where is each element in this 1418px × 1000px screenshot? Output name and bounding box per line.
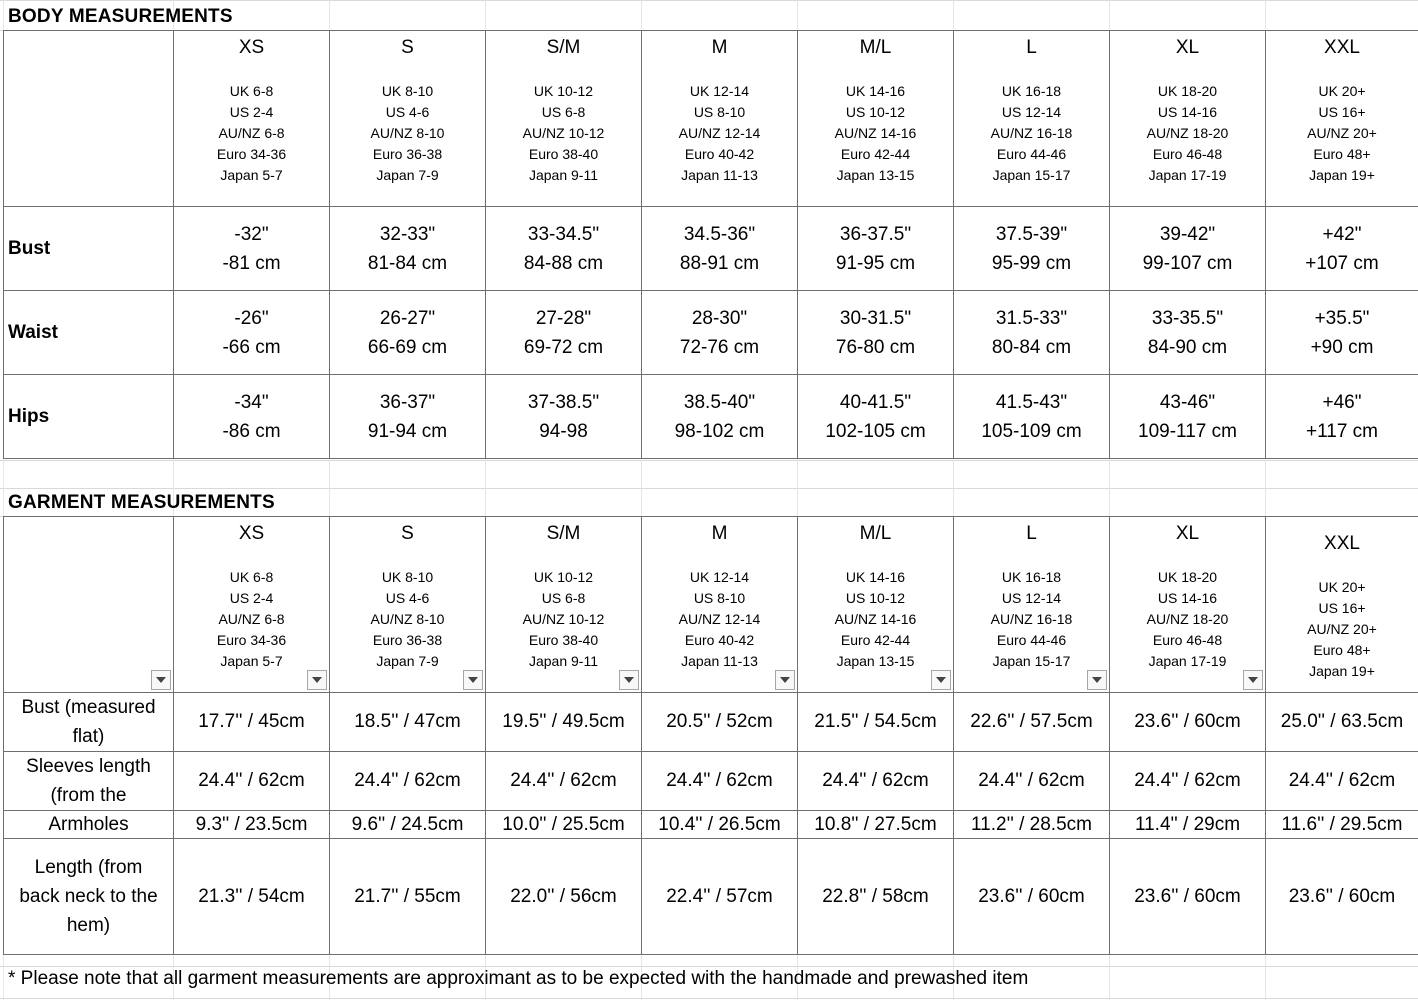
size-conversions xyxy=(798,81,953,186)
measurement-cell: 22.0'' / 56cm xyxy=(486,839,642,955)
measurement-cell: 22.8'' / 58cm xyxy=(798,839,954,955)
measurement-cell: 19.5'' / 49.5cm xyxy=(486,693,642,752)
measurement-cell: 22.4'' / 57cm xyxy=(642,839,798,955)
inch-value: 32-33" xyxy=(379,223,436,245)
inch-value: 40-41.5" xyxy=(839,391,912,413)
measurement-cell: 20.5'' / 52cm xyxy=(642,693,798,752)
measurement-cell: 24.4'' / 62cm xyxy=(954,752,1110,811)
measurement-cell xyxy=(798,291,954,375)
body-measurements-title: BODY MEASUREMENTS xyxy=(8,6,233,27)
size-name: S/M xyxy=(546,523,581,544)
cm-value: 99-107 cm xyxy=(1142,252,1233,274)
triangle-down-icon xyxy=(1092,677,1102,683)
measurement-cell: 18.5'' / 47cm xyxy=(330,693,486,752)
cm-value: -81 cm xyxy=(222,252,281,274)
size-conversion-line: AU/NZ 10-12 xyxy=(522,125,605,141)
size-conversion-line: AU/NZ 16-18 xyxy=(990,611,1073,627)
row-label-line: hem) xyxy=(66,915,111,936)
size-conversion-line: US 8-10 xyxy=(693,104,746,120)
size-conversion-line: AU/NZ 14-16 xyxy=(834,125,917,141)
cm-value: +117 cm xyxy=(1306,420,1378,442)
measurement-cell xyxy=(1266,207,1418,291)
cm-value: 88-91 cm xyxy=(679,252,760,274)
measurement-cell xyxy=(486,375,642,459)
size-conversion-line: Euro 34-36 xyxy=(216,146,287,162)
table-row xyxy=(4,839,1418,955)
table-row xyxy=(4,375,1418,459)
size-conversion-line: Japan 15-17 xyxy=(992,653,1071,669)
size-header-xxl xyxy=(1266,31,1418,207)
size-conversion-line: AU/NZ 20+ xyxy=(1307,621,1377,637)
cm-value: 80-84 cm xyxy=(991,336,1072,358)
size-header-s-m xyxy=(486,517,642,693)
size-header-s-m xyxy=(486,31,642,207)
size-conversion-line: Japan 19+ xyxy=(1309,167,1375,183)
dropdown-filter-icon[interactable] xyxy=(931,670,951,690)
table-row xyxy=(4,811,1418,839)
cm-value: 84-90 cm xyxy=(1147,336,1228,358)
size-conversion-line: Euro 40-42 xyxy=(684,632,755,648)
size-conversions xyxy=(174,81,329,186)
measurement-cell xyxy=(1266,375,1418,459)
row-label-line: Armholes xyxy=(48,813,129,835)
size-name: XXL xyxy=(1324,37,1360,58)
dropdown-filter-icon[interactable] xyxy=(151,670,171,690)
size-conversion-line: AU/NZ 18-20 xyxy=(1146,125,1229,141)
size-conversion-line: Japan 9-11 xyxy=(528,167,598,183)
measurement-cell: 22.6'' / 57.5cm xyxy=(954,693,1110,752)
measurement-cell xyxy=(330,207,486,291)
triangle-down-icon xyxy=(468,677,478,683)
size-conversion-line: UK 8-10 xyxy=(381,83,434,99)
cm-value: 91-94 cm xyxy=(367,420,448,442)
measurement-cell xyxy=(954,207,1110,291)
size-conversions xyxy=(1110,567,1265,672)
inch-value: 26-27" xyxy=(379,307,436,329)
size-conversion-line: Japan 17-19 xyxy=(1148,653,1227,669)
triangle-down-icon xyxy=(1248,677,1258,683)
measurement-cell: 24.4'' / 62cm xyxy=(330,752,486,811)
measurement-cell xyxy=(174,375,330,459)
size-conversion-line: US 16+ xyxy=(1318,600,1366,616)
measurement-cell xyxy=(642,375,798,459)
size-conversions xyxy=(954,81,1109,186)
size-conversion-line: UK 20+ xyxy=(1318,83,1366,99)
row-label-line: Sleeves length xyxy=(26,756,151,777)
measurement-cell xyxy=(174,207,330,291)
size-name: S xyxy=(401,523,414,544)
gridline xyxy=(0,460,1418,461)
measurement-cell: 23.6'' / 60cm xyxy=(1266,839,1418,955)
size-conversion-line: US 10-12 xyxy=(845,104,906,120)
table-row xyxy=(4,291,1418,375)
measurement-cell: 24.4'' / 62cm xyxy=(642,752,798,811)
measurement-cell: 23.6'' / 60cm xyxy=(954,839,1110,955)
inch-value: 41.5-43" xyxy=(995,391,1068,413)
size-conversions xyxy=(954,567,1109,672)
size-conversion-line: Japan 5-7 xyxy=(220,167,283,183)
row-label-line: back neck to the xyxy=(19,886,158,907)
measurement-cell: 9.3'' / 23.5cm xyxy=(174,811,330,839)
measurement-cell xyxy=(486,291,642,375)
size-conversion-line: US 4-6 xyxy=(385,104,430,120)
measurement-cell: 10.4'' / 26.5cm xyxy=(642,811,798,839)
size-conversion-line: Japan 17-19 xyxy=(1148,167,1227,183)
size-conversion-line: UK 18-20 xyxy=(1157,569,1218,585)
cm-value: -86 cm xyxy=(222,420,281,442)
size-conversion-line: AU/NZ 6-8 xyxy=(218,125,285,141)
size-conversions xyxy=(1266,81,1418,186)
row-label-line: Length (from xyxy=(34,857,143,878)
inch-value: +35.5" xyxy=(1314,307,1370,329)
cm-value: 91-95 cm xyxy=(835,252,916,274)
dropdown-filter-icon[interactable] xyxy=(619,670,639,690)
size-conversion-line: Euro 38-40 xyxy=(528,632,599,648)
size-conversion-line: AU/NZ 12-14 xyxy=(678,611,761,627)
size-conversion-line: AU/NZ 12-14 xyxy=(678,125,761,141)
measurement-cell: 24.4'' / 62cm xyxy=(486,752,642,811)
size-conversion-line: US 6-8 xyxy=(541,590,586,606)
dropdown-filter-icon[interactable] xyxy=(775,670,795,690)
size-conversion-line: AU/NZ 10-12 xyxy=(522,611,605,627)
row-label: Waist xyxy=(4,291,174,375)
dropdown-filter-icon[interactable] xyxy=(1243,670,1263,690)
row-label xyxy=(4,811,174,839)
size-name: M/L xyxy=(859,523,892,544)
size-conversion-line: Japan 7-9 xyxy=(376,167,439,183)
measurement-cell: 21.7'' / 55cm xyxy=(330,839,486,955)
inch-value: +42" xyxy=(1322,223,1362,245)
measurement-cell xyxy=(330,291,486,375)
measurement-cell: 24.4'' / 62cm xyxy=(1266,752,1418,811)
size-name: S xyxy=(401,37,414,58)
size-conversion-line: US 14-16 xyxy=(1157,590,1218,606)
size-conversion-line: Japan 11-13 xyxy=(681,653,758,669)
size-header-l xyxy=(954,517,1110,693)
cm-value: 105-109 cm xyxy=(981,420,1082,442)
size-name: XL xyxy=(1175,37,1200,58)
measurement-cell xyxy=(486,207,642,291)
size-header-m-l xyxy=(798,517,954,693)
measurement-cell xyxy=(1110,291,1266,375)
size-conversion-line: US 4-6 xyxy=(385,590,430,606)
inch-value: +46" xyxy=(1322,391,1362,413)
size-conversion-line: Japan 9-11 xyxy=(528,653,598,669)
triangle-down-icon xyxy=(780,677,790,683)
size-conversion-line: US 6-8 xyxy=(541,104,586,120)
measurement-cell: 23.6'' / 60cm xyxy=(1110,839,1266,955)
measurement-cell xyxy=(330,375,486,459)
size-name: M xyxy=(711,37,728,58)
measurement-cell: 23.6'' / 60cm xyxy=(1110,693,1266,752)
size-header-xl xyxy=(1110,517,1266,693)
row-label xyxy=(4,839,174,955)
gridline xyxy=(0,488,1418,489)
measurement-cell xyxy=(1110,375,1266,459)
measurement-cell xyxy=(642,291,798,375)
cm-value: 72-76 cm xyxy=(679,336,760,358)
inch-value: 31.5-33" xyxy=(995,307,1068,329)
cm-value: 102-105 cm xyxy=(825,420,926,442)
size-conversion-line: US 8-10 xyxy=(693,590,746,606)
size-conversions xyxy=(1110,81,1265,186)
inch-value: -26" xyxy=(234,307,269,329)
size-header-m xyxy=(642,517,798,693)
size-conversions xyxy=(798,567,953,672)
size-name: S/M xyxy=(546,37,581,58)
measurement-cell: 24.4'' / 62cm xyxy=(174,752,330,811)
table-row xyxy=(4,752,1418,811)
row-label: Bust xyxy=(4,207,174,291)
size-header-m xyxy=(642,31,798,207)
measurement-cell: 21.5'' / 54.5cm xyxy=(798,693,954,752)
measurement-cell: 9.6'' / 24.5cm xyxy=(330,811,486,839)
inch-value: 33-35.5" xyxy=(1151,307,1224,329)
size-conversion-line: US 2-4 xyxy=(229,590,274,606)
inch-value: 34.5-36" xyxy=(683,223,756,245)
triangle-down-icon xyxy=(936,677,946,683)
inch-value: 37-38.5" xyxy=(527,391,600,413)
gridline xyxy=(0,0,1418,1)
inch-value: 38.5-40" xyxy=(683,391,756,413)
size-name: XS xyxy=(238,523,265,544)
size-conversion-line: AU/NZ 20+ xyxy=(1307,125,1377,141)
size-header-xxl xyxy=(1266,517,1418,693)
size-conversion-line: Euro 46-48 xyxy=(1152,632,1223,648)
size-conversion-line: Euro 34-36 xyxy=(216,632,287,648)
inch-value: 36-37.5" xyxy=(839,223,912,245)
gridline xyxy=(0,966,1418,967)
size-conversion-line: Euro 40-42 xyxy=(684,146,755,162)
header-corner-cell xyxy=(4,517,174,693)
size-header-s xyxy=(330,31,486,207)
size-conversion-line: US 16+ xyxy=(1318,104,1366,120)
size-conversions xyxy=(174,567,329,672)
size-header-xs xyxy=(174,31,330,207)
size-conversion-line: UK 14-16 xyxy=(845,83,906,99)
size-conversion-line: UK 6-8 xyxy=(229,83,274,99)
row-label xyxy=(4,693,174,752)
size-conversion-line: Euro 36-38 xyxy=(372,146,443,162)
triangle-down-icon xyxy=(624,677,634,683)
size-conversion-line: AU/NZ 6-8 xyxy=(218,611,285,627)
measurement-cell xyxy=(1110,207,1266,291)
triangle-down-icon xyxy=(312,677,322,683)
size-header-xs xyxy=(174,517,330,693)
size-conversion-line: UK 16-18 xyxy=(1001,569,1062,585)
inch-value: 27-28" xyxy=(535,307,592,329)
size-conversions xyxy=(486,567,641,672)
size-conversion-line: AU/NZ 16-18 xyxy=(990,125,1073,141)
size-conversion-line: UK 20+ xyxy=(1318,579,1366,595)
size-name: XS xyxy=(238,37,265,58)
size-conversion-line: Japan 13-15 xyxy=(836,167,915,183)
measurement-cell xyxy=(1266,291,1418,375)
size-name: M/L xyxy=(859,37,892,58)
size-name: L xyxy=(1026,37,1037,58)
size-header-row xyxy=(4,31,1418,207)
size-conversions xyxy=(486,81,641,186)
size-conversion-line: US 2-4 xyxy=(229,104,274,120)
size-conversion-line: UK 10-12 xyxy=(533,83,594,99)
size-conversion-line: Euro 48+ xyxy=(1313,642,1371,658)
table-row xyxy=(4,693,1418,752)
size-conversion-line: Euro 48+ xyxy=(1313,146,1371,162)
size-conversion-line: UK 10-12 xyxy=(533,569,594,585)
cm-value: 109-117 cm xyxy=(1138,420,1237,442)
body-measurements-table xyxy=(3,30,1418,459)
measurement-cell: 24.4'' / 62cm xyxy=(1110,752,1266,811)
size-conversion-line: AU/NZ 18-20 xyxy=(1146,611,1229,627)
size-conversion-line: US 14-16 xyxy=(1157,104,1218,120)
size-conversion-line: AU/NZ 8-10 xyxy=(370,611,445,627)
size-header-row xyxy=(4,517,1418,693)
inch-value: 39-42" xyxy=(1159,223,1216,245)
size-conversion-line: Euro 38-40 xyxy=(528,146,599,162)
measurement-cell: 11.6'' / 29.5cm xyxy=(1266,811,1418,839)
size-conversion-line: Japan 5-7 xyxy=(220,653,283,669)
cm-value: 84-88 cm xyxy=(523,252,604,274)
size-conversion-line: US 12-14 xyxy=(1001,590,1062,606)
size-header-xl xyxy=(1110,31,1266,207)
cm-value: 98-102 cm xyxy=(674,420,765,442)
footnote: * Please note that all garment measurements are approximant as to be expected with the handmade and prewashed item xyxy=(8,968,1029,989)
cm-value: +107 cm xyxy=(1305,252,1379,274)
size-name: M xyxy=(711,523,728,544)
cm-value: 95-99 cm xyxy=(991,252,1072,274)
garment-measurements-title: GARMENT MEASUREMENTS xyxy=(8,492,275,513)
size-conversion-line: US 10-12 xyxy=(845,590,906,606)
cm-value: 66-69 cm xyxy=(367,336,448,358)
row-label-line: flat) xyxy=(72,726,105,747)
size-conversion-line: Japan 13-15 xyxy=(836,653,915,669)
cm-value: 94-98 xyxy=(539,420,588,442)
size-conversions xyxy=(330,81,485,186)
row-label-line: (from the xyxy=(50,785,127,806)
cm-value: 69-72 cm xyxy=(523,336,604,358)
size-header-m-l xyxy=(798,31,954,207)
size-conversion-line: Euro 46-48 xyxy=(1152,146,1223,162)
measurement-cell xyxy=(954,291,1110,375)
measurement-cell: 11.2'' / 28.5cm xyxy=(954,811,1110,839)
size-conversions xyxy=(330,567,485,672)
size-conversion-line: Japan 19+ xyxy=(1309,663,1375,679)
triangle-down-icon xyxy=(156,677,166,683)
inch-value: -34" xyxy=(234,391,269,413)
inch-value: -32" xyxy=(234,223,269,245)
size-conversion-line: Japan 15-17 xyxy=(992,167,1071,183)
measurement-cell: 24.4'' / 62cm xyxy=(798,752,954,811)
size-conversion-line: Euro 42-44 xyxy=(840,632,911,648)
measurement-cell: 21.3'' / 54cm xyxy=(174,839,330,955)
size-conversion-line: Euro 36-38 xyxy=(372,632,443,648)
size-name: XXL xyxy=(1324,533,1360,554)
garment-measurements-table xyxy=(3,516,1418,955)
size-conversion-line: UK 12-14 xyxy=(689,83,750,99)
row-label xyxy=(4,752,174,811)
cm-value: +90 cm xyxy=(1310,336,1374,358)
inch-value: 28-30" xyxy=(691,307,748,329)
size-conversions xyxy=(1266,577,1418,682)
size-conversion-line: AU/NZ 14-16 xyxy=(834,611,917,627)
row-label-line: Bust (measured xyxy=(21,697,156,718)
cm-value: -66 cm xyxy=(222,336,281,358)
inch-value: 33-34.5" xyxy=(527,223,600,245)
inch-value: 36-37" xyxy=(379,391,436,413)
inch-value: 30-31.5" xyxy=(839,307,912,329)
cm-value: 81-84 cm xyxy=(367,252,448,274)
header-corner-cell xyxy=(4,31,174,207)
dropdown-filter-icon[interactable] xyxy=(307,670,327,690)
measurement-cell xyxy=(798,375,954,459)
size-conversion-line: UK 6-8 xyxy=(229,569,274,585)
inch-value: 37.5-39" xyxy=(995,223,1068,245)
gridline xyxy=(0,998,1418,999)
size-header-l xyxy=(954,31,1110,207)
size-conversion-line: UK 16-18 xyxy=(1001,83,1062,99)
inch-value: 43-46" xyxy=(1159,391,1216,413)
size-name: XL xyxy=(1175,523,1200,544)
dropdown-filter-icon[interactable] xyxy=(1087,670,1107,690)
size-conversion-line: AU/NZ 8-10 xyxy=(370,125,445,141)
size-conversion-line: Euro 44-46 xyxy=(996,632,1067,648)
measurement-cell: 10.8'' / 27.5cm xyxy=(798,811,954,839)
size-conversion-line: US 12-14 xyxy=(1001,104,1062,120)
measurement-cell: 17.7'' / 45cm xyxy=(174,693,330,752)
size-conversion-line: UK 12-14 xyxy=(689,569,750,585)
size-conversion-line: Japan 7-9 xyxy=(376,653,439,669)
measurement-cell: 25.0'' / 63.5cm xyxy=(1266,693,1418,752)
cm-value: 76-80 cm xyxy=(835,336,916,358)
size-conversion-line: UK 18-20 xyxy=(1157,83,1218,99)
size-conversions xyxy=(642,81,797,186)
measurement-cell xyxy=(174,291,330,375)
measurement-cell: 11.4'' / 29cm xyxy=(1110,811,1266,839)
size-conversions xyxy=(642,567,797,672)
size-conversion-line: Euro 44-46 xyxy=(996,146,1067,162)
size-conversion-line: Japan 11-13 xyxy=(681,167,758,183)
table-row xyxy=(4,207,1418,291)
size-header-s xyxy=(330,517,486,693)
size-conversion-line: UK 8-10 xyxy=(381,569,434,585)
measurement-cell xyxy=(642,207,798,291)
dropdown-filter-icon[interactable] xyxy=(463,670,483,690)
measurement-cell xyxy=(798,207,954,291)
size-conversion-line: Euro 42-44 xyxy=(840,146,911,162)
measurement-cell: 10.0'' / 25.5cm xyxy=(486,811,642,839)
size-name: L xyxy=(1026,523,1037,544)
measurement-cell xyxy=(954,375,1110,459)
row-label: Hips xyxy=(4,375,174,459)
size-conversion-line: UK 14-16 xyxy=(845,569,906,585)
